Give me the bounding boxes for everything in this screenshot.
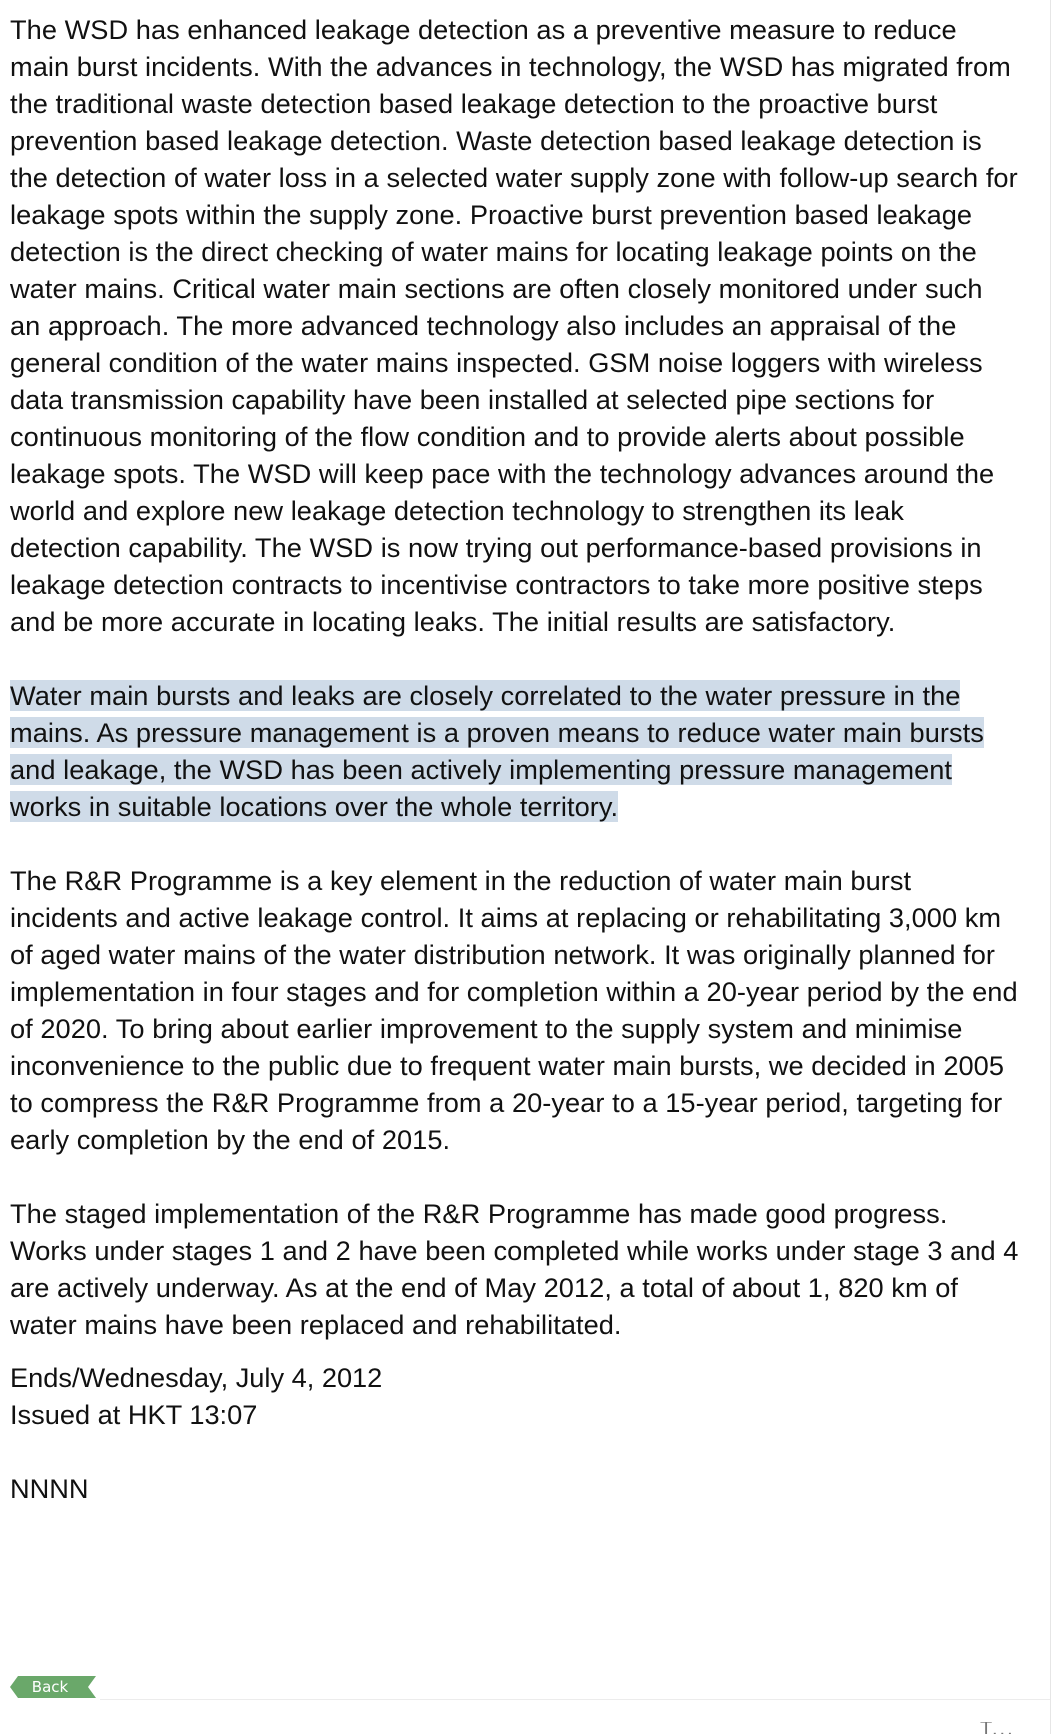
end-marker: NNNN bbox=[10, 1473, 89, 1504]
press-release-body bbox=[10, 11, 1020, 1507]
paragraph-leakage-detection: The WSD has enhanced leakage detection as a preventive measure to reduce main burst incidents. With the advances in technology, the WSD has migrated from the traditional waste detection based leakage detection to the proactive burst prevention based leakage detection. Waste detection based leakage detection is the detection of water loss in a selected water supply zone with follow-up search for leakage spots within the supply zone. Proactive burst prevention based leakage detection is the direct checking of water mains for locating leakage points on the water mains. Critical water main sections are often closely monitored under such an approach. The more advanced technology also includes an appraisal of the general condition of the water mains inspected. GSM noise loggers with wireless data transmission capability have been installed at selected pipe sections for continuous monitoring of the flow condition and to provide alerts about possible leakage spots. The WSD will keep pace with the technology advances around the world and explore new leakage detection technology to strengthen its leak detection capability. The WSD is now trying out performance-based provisions in leakage detection contracts to incentivise contractors to take more positive steps and be more accurate in locating leaks. The initial results are satisfactory. bbox=[10, 14, 1018, 637]
back-button[interactable] bbox=[10, 1676, 96, 1698]
paragraph-pressure-management[interactable] bbox=[10, 677, 1020, 825]
issued-time: Issued at HKT 13:07 bbox=[10, 1399, 258, 1430]
back-button-label: Back bbox=[31, 1678, 69, 1696]
top-link-fragment[interactable]: T... bbox=[980, 1722, 1015, 1734]
paragraph-rr-programme: The R&R Programme is a key element in the reduction of water main burst incidents and active leakage control. It aims at replacing or rehabilitating 3,000 km of aged water mains of the water distribution network. It was originally planned for implementation in four stages and for completion within a 20-year period by the end of 2020. To bring about earlier improvement to the supply system and minimise inconvenience to the public due to frequent water main bursts, we decided in 2005 to compress the R&R Programme from a 20-year to a 15-year period, targeting for early completion by the end of 2015. bbox=[10, 865, 1018, 1155]
selected-text-highlight[interactable]: Water main bursts and leaks are closely correlated to the water pressure in the mains. As pressure management is a proven means to reduce water main bursts and leakage, the WSD has been actively implementing pressure management works in suitable locations over the whole territory. bbox=[10, 680, 984, 822]
paragraph-rr-progress: The staged implementation of the R&R Programme has made good progress. Works under stages 1 and 2 have been completed while works under stage 3 and 4 are actively underway. As at the end of May 2012, a total of about 1, 820 km of water mains have been replaced and rehabilitated. bbox=[10, 1198, 1019, 1340]
ends-dateline: Ends/Wednesday, July 4, 2012 bbox=[10, 1362, 383, 1393]
footer-divider bbox=[100, 1699, 1050, 1700]
